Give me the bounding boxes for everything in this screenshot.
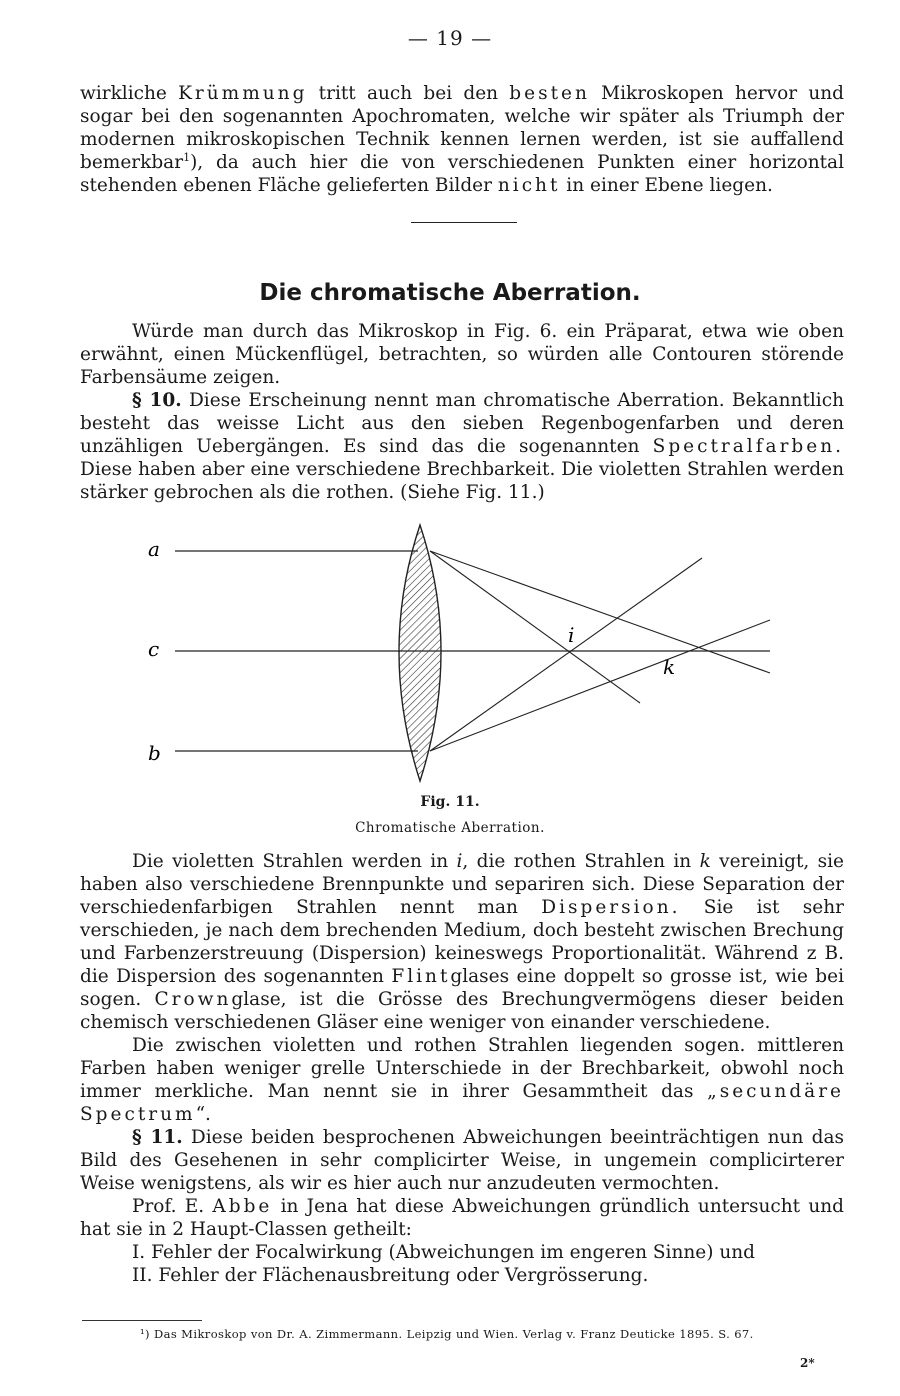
list-item: I. Fehler der Focalwirkung (Abweichungen im engeren Sinne) und bbox=[132, 1242, 756, 1263]
symbol-k: k bbox=[699, 851, 711, 872]
text: glases eine doppelt so grosse ist, wie bei sogen. bbox=[80, 966, 844, 1010]
text: ), da auch hier die von verschiedenen Punkten einer horizontal stehenden ebenen Fläche gelieferten Bilder bbox=[80, 152, 844, 196]
text: Mikroskopen hervor und sogar bei den sogenannten Apochromaten, welche wir später als Triumph der modernen mikroskopischen Technik kennen lernen werden, ist sie auffallend bemerkbar bbox=[80, 83, 844, 173]
text: “. bbox=[195, 1104, 211, 1125]
text: Prof. E. bbox=[132, 1196, 213, 1217]
paragraph-10 bbox=[80, 389, 844, 504]
spaced-text: „secundäre Spectrum bbox=[80, 1081, 844, 1125]
lens-diagram bbox=[130, 518, 810, 798]
text: Sie ist sehr verschieden, je nach dem brechenden Medium, doch besteht zwischen Brechung und Farbenzerstreuung (Dispersion) keineswegs Proportionalität. Während z B. die Dispersion des sogenannten bbox=[80, 897, 844, 987]
paragraph-middle bbox=[80, 1034, 844, 1126]
spaced-text: Abbe bbox=[212, 1196, 273, 1217]
text: wirkliche bbox=[80, 83, 179, 104]
label-i: i bbox=[568, 623, 575, 647]
spaced-text: Flint bbox=[391, 966, 451, 987]
figure-caption: Chromatische Aberration. bbox=[355, 820, 545, 836]
body-text-lower bbox=[80, 850, 844, 1287]
symbol-i: i bbox=[456, 851, 463, 872]
text: , die rothen Strahlen in bbox=[462, 851, 700, 872]
red-ray-bottom bbox=[430, 620, 770, 751]
paragraph-intro: Würde man durch das Mikroskop in Fig. 6. ein Präparat, etwa wie oben erwähnt, einen Mückenflügel, betrachten, so würden alle Contouren störende Farbensäume zeigen. bbox=[80, 321, 844, 388]
spaced-text: nicht bbox=[497, 175, 561, 196]
spaced-text: Spectralfarben. bbox=[652, 436, 844, 457]
section-divider bbox=[411, 222, 517, 223]
body-text bbox=[80, 320, 844, 504]
text: in Jena hat diese Abweichungen gründlich untersucht und hat sie in 2 Haupt-Classen getheilt: bbox=[80, 1196, 844, 1240]
paragraph-top bbox=[80, 82, 844, 197]
spaced-text: Crown bbox=[154, 989, 232, 1010]
text: glase, ist die Grösse des Brechungvermögens dieser beiden chemisch verschiedenen Gläser eine weniger von einander verschiedene. bbox=[80, 989, 844, 1033]
violet-ray-top bbox=[430, 551, 640, 703]
footnote: ¹) Das Mikroskop von Dr. A. Zimmermann. Leipzig und Wien. Verlag v. Franz Deuticke 1895. S. 67. bbox=[140, 1327, 754, 1341]
figure-label: Fig. 11. bbox=[420, 794, 480, 810]
footnote-divider bbox=[82, 1320, 202, 1321]
paragraph-abbe bbox=[80, 1195, 844, 1241]
text: Diese haben aber eine verschiedene Brechbarkeit. Die violetten Strahlen werden stärker gebrochen als die rothen. (Siehe Fig. 11.) bbox=[80, 459, 844, 503]
text: tritt auch bei den bbox=[307, 83, 510, 104]
spaced-text: Dispersion. bbox=[541, 897, 681, 918]
text: Diese beiden besprochenen Abweichungen beeinträchtigen nun das Bild des Gesehenen in sehr complicirter Weise, in ungemein complicirterer Weise wenigstens, als wir es hier auch nur anzudeuten vermochten. bbox=[80, 1127, 844, 1194]
text: Die zwischen violetten und rothen Strahlen liegenden sogen. mittleren Farben haben weniger grelle Unterschiede in der Brechbarkeit, obwohl noch immer merkliche. Man nennt sie in ihrer Gesammtheit das bbox=[80, 1035, 844, 1102]
paragraph-11 bbox=[80, 1126, 844, 1195]
label-a: a bbox=[148, 537, 160, 561]
label-b: b bbox=[148, 741, 161, 765]
section-number: § 11. bbox=[132, 1127, 183, 1148]
violet-ray-bottom bbox=[430, 558, 702, 751]
section-title: Die chromatische Aberration. bbox=[259, 280, 641, 306]
spaced-text: Krümmung bbox=[178, 83, 308, 104]
label-c: c bbox=[148, 637, 160, 661]
page-number: — 19 — bbox=[407, 26, 493, 50]
label-k: k bbox=[663, 655, 676, 679]
figure-chromatic-aberration bbox=[130, 518, 810, 798]
spaced-text: besten bbox=[509, 83, 590, 104]
text: vereinigt, sie haben also verschiedene Brennpunkte und separiren sich. Diese Separation der verschiedenfarbigen Strahlen nennt man bbox=[80, 851, 844, 918]
text: Die violetten Strahlen werden in bbox=[132, 851, 457, 872]
text: Diese Erscheinung nennt man chromatische Aberration. Bekanntlich besteht das weisse Licht aus den sieben Regenbogenfarben und deren unzähligen Uebergängen. Es sind das die sogenannten bbox=[80, 390, 844, 457]
red-ray-top bbox=[430, 551, 770, 673]
signature-mark: 2* bbox=[800, 1356, 815, 1370]
text: in einer Ebene liegen. bbox=[560, 175, 773, 196]
list-item: II. Fehler der Flächenausbreitung oder Vergrösserung. bbox=[132, 1265, 649, 1286]
lens bbox=[399, 525, 441, 781]
paragraph-violet bbox=[80, 850, 844, 1034]
footnote-marker: 1 bbox=[183, 150, 191, 164]
section-number: § 10. bbox=[132, 390, 182, 411]
